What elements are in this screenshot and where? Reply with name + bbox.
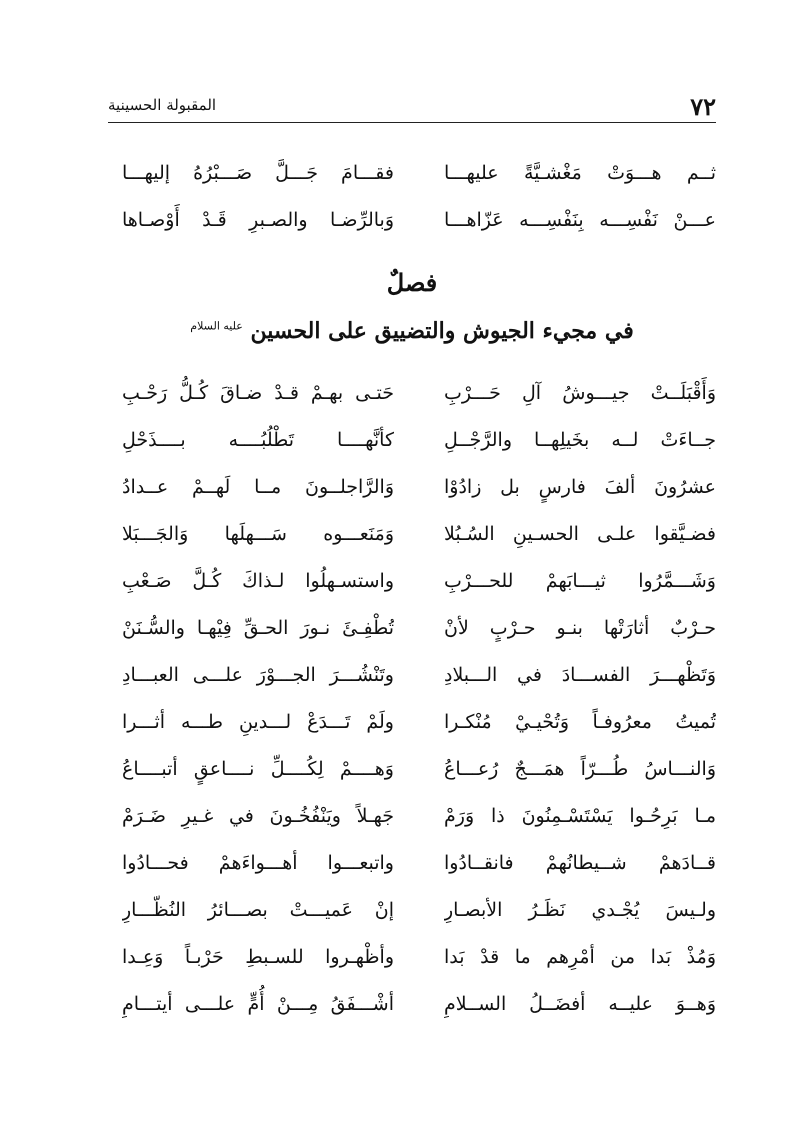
running-title: المقبولة الحسينية — [108, 96, 217, 114]
verse-first-hemistich: مـا بَرِحُـوا يَسْتَسْـمِنُونَ ذا وَرَمْ — [444, 805, 716, 827]
verse-second-hemistich: وتَنْشُـــرَ الجـــوْرَ علـــى العبـــادِ — [122, 664, 394, 686]
page-header — [108, 82, 716, 123]
verse-row — [108, 467, 716, 514]
verse-second-hemistich: واستسـهلُوا لـذاكَ كُـلَّ صَـعْبِ — [122, 570, 394, 592]
verse-second-hemistich: فقـــامَ جَـــلَّ صَـــبْرُهُ إليهـــا — [122, 162, 394, 184]
section-subtitle-text: في مجيء الجيوش والتضييق على الحسين — [250, 318, 634, 344]
verse-row — [108, 514, 716, 561]
section-subtitle — [108, 318, 716, 344]
verse-row — [108, 984, 716, 1031]
verse-second-hemistich: وَهــــمْ لِكُــــلِّ نــــاعقٍ أتبــــاعُ — [122, 758, 394, 780]
verse-first-hemistich: قــادَهمْ شــيطانُهمْ فانقــادُوا — [444, 852, 716, 874]
verse-second-hemistich: تُطْفِـئَ نـورَ الحـقِّ فِيْهـا والسُّـنَنْ — [122, 617, 394, 639]
verse-row — [108, 702, 716, 749]
verse-row — [108, 655, 716, 702]
page-number: ٧٢ — [690, 92, 716, 121]
verses-top — [108, 153, 716, 247]
verse-row — [108, 937, 716, 984]
verse-second-hemistich: جَهـلاً ويَنْفُخُـونَ في غـيرِ ضَـرَمْ — [122, 805, 394, 827]
verse-row — [108, 796, 716, 843]
verse-row — [108, 373, 716, 420]
verse-first-hemistich: وَهــوَ عليــه أفضَــلُ الســلامِ — [444, 993, 716, 1015]
verse-first-hemistich: عشرُونَ ألفَ فارسٍ بل زادُوْا — [444, 476, 716, 498]
verse-row — [108, 561, 716, 608]
verse-first-hemistich: ولـيسَ يُجْـدي نَظَـرُ الأبصـارِ — [444, 899, 716, 921]
verse-first-hemistich: وَشَـــمَّرُوا ثيـــابَهمْ للحـــرْبِ — [444, 570, 716, 592]
verse-first-hemistich: وَمُذْ بَدا من أمْرِهم ما قدْ بَدا — [444, 946, 716, 968]
verse-second-hemistich: وأظْهـروا للسـبطِ حَرْبـاً وَعِـدا — [122, 946, 394, 968]
verse-first-hemistich: عـــنْ نَفْسِـــه بِنَفْسِـــه عَزّاهـــا — [444, 209, 716, 231]
verse-second-hemistich: إنْ عَميـــتْ بصـــائرُ النُظّـــارِ — [122, 899, 394, 921]
verse-second-hemistich: ولَمْ تَـــدَعْ لـــدينِ طـــه أثـــرا — [122, 711, 394, 733]
verse-second-hemistich: كأنَّهــــا تَطْلُبُــــه بــــذَحْلِ — [122, 429, 394, 451]
verse-row — [108, 843, 716, 890]
verses-main — [108, 373, 716, 1031]
verse-row — [108, 420, 716, 467]
verse-second-hemistich: وَمَنَعـــوه سَـــهلَها وَالجَـــبَلا — [122, 523, 394, 545]
verse-row — [108, 200, 716, 247]
verse-row — [108, 608, 716, 655]
verse-second-hemistich: وَالرَّاجلــونَ مــا لَهــمْ عــدادُ — [122, 476, 394, 498]
verse-second-hemistich: واتبعـــوا أهـــواءَهمْ فحـــادُوا — [122, 852, 394, 874]
verse-first-hemistich: فضـيَّقوا علـى الحسـينِ السُـبُلا — [444, 523, 716, 545]
verse-second-hemistich: أشْـــفَقُ مِـــنْ أُمٍّ علـــى أيتـــامِ — [122, 993, 394, 1015]
honorific-mark: عليه السلام — [190, 319, 243, 333]
section-heading: فصلٌ — [386, 268, 438, 297]
verse-row — [108, 153, 716, 200]
verse-first-hemistich: وَأَقْبَلَــتْ جيـــوشُ آلِ حَـــرْبِ — [444, 382, 716, 404]
verse-first-hemistich: وَتَظْهـــرَ الفســـادَ في الـــبلادِ — [444, 664, 716, 686]
verse-first-hemistich: حـرْبٌ أثارَتْها بنـو حـرْبٍ لأنْ — [444, 617, 716, 639]
verse-row — [108, 890, 716, 937]
verse-row — [108, 749, 716, 796]
verse-first-hemistich: ثــم هـــوَتْ مَغْشـيَّةً عليهـــا — [444, 162, 716, 184]
verse-first-hemistich: جــاءَتْ لــه بخَيلِهــا والرَّجْــلِ — [444, 429, 716, 451]
verse-first-hemistich: وَالنـــاسُ طُـــرّاً همَـــجٌ رُعـــاعُ — [444, 758, 716, 780]
verse-second-hemistich: حَتـى بهـمْ قـدْ ضـاقَ كُـلُّ رَحْـبِ — [122, 382, 394, 404]
verse-second-hemistich: وَبالرِّضـا والصـبرِ قَـدْ أَوْصـاها — [122, 209, 394, 231]
verse-first-hemistich: تُميتُ معرُوفـاً وَتُحْيـيْ مُنْكـرا — [444, 711, 716, 733]
